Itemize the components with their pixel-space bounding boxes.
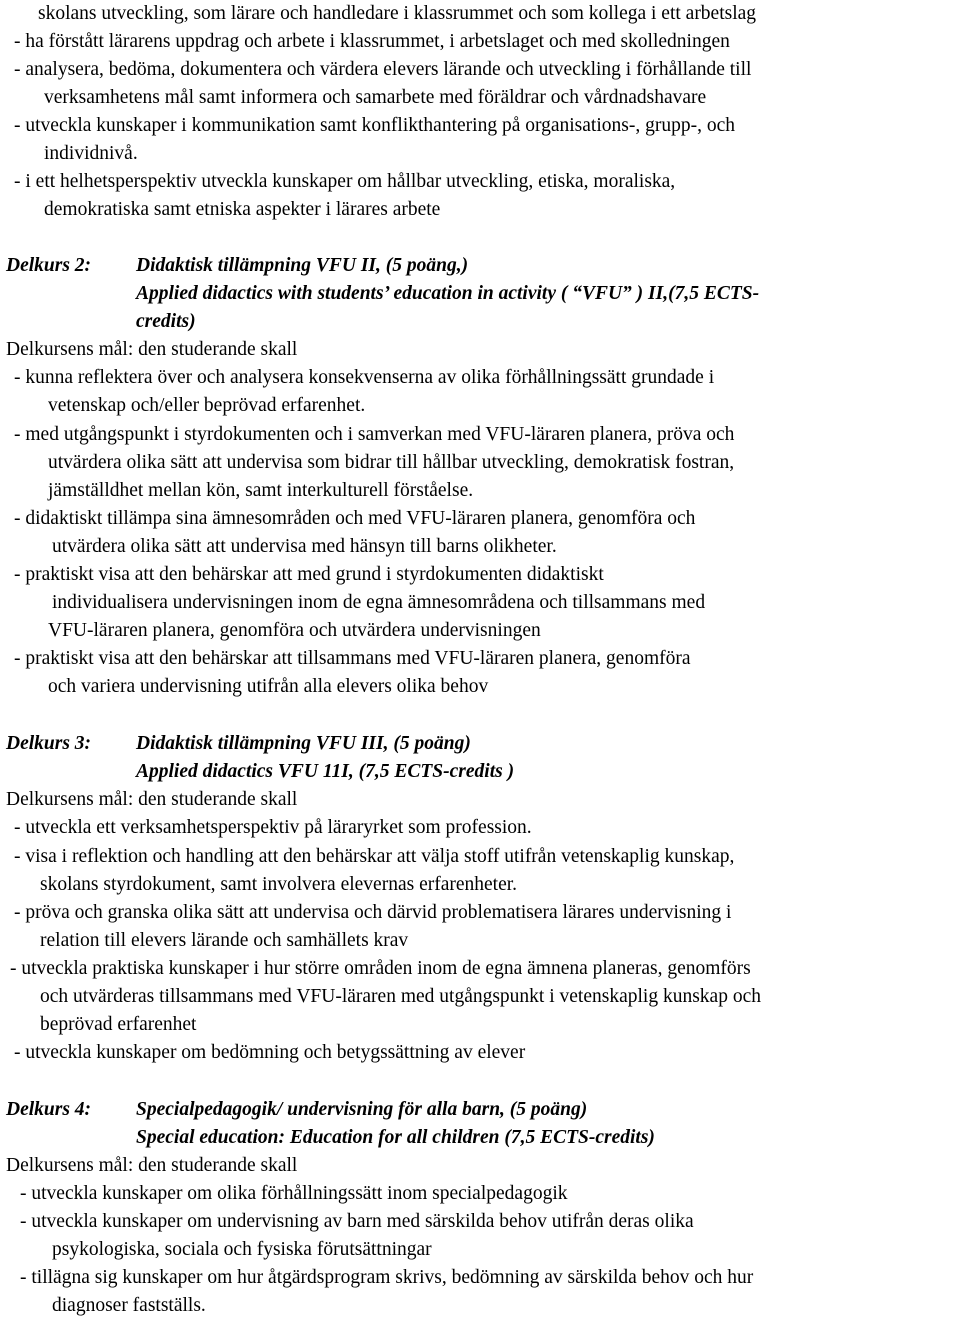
delkurs-3-line: skolans styrdokument, samt involvera elevernas erfarenheter. bbox=[40, 874, 518, 895]
delkurs-3-line: beprövad erfarenhet bbox=[40, 1014, 197, 1035]
delkurs-4-line: - utveckla kunskaper om olika förhållningssätt inom specialpedagogik bbox=[20, 1183, 568, 1204]
intro-line: - i ett helhetsperspektiv utveckla kunskaper om hållbar utveckling, etiska, moraliska, bbox=[14, 171, 676, 192]
delkurs-3-goal: Delkursens mål: den studerande skall bbox=[6, 789, 298, 810]
delkurs-2-line: individualisera undervisningen inom de egna ämnesområdena och tillsammans med bbox=[52, 592, 706, 613]
intro-line: - analysera, bedöma, dokumentera och värdera elevers lärande och utveckling i förhållande till bbox=[14, 59, 752, 80]
delkurs-4-line: - tillägna sig kunskaper om hur åtgärdsprogram skrivs, bedömning av särskilda behov och hur bbox=[20, 1267, 754, 1288]
intro-line: individnivå. bbox=[44, 143, 138, 164]
delkurs-2-line: och variera undervisning utifrån alla elevers olika behov bbox=[48, 676, 489, 697]
delkurs-3-line: - visa i reflektion och handling att den behärskar att välja stoff utifrån vetenskaplig kunskap, bbox=[14, 846, 735, 867]
intro-line: - utveckla kunskaper i kommunikation samt konflikthantering på organisations-, grupp-, och bbox=[14, 115, 735, 136]
delkurs-2-title-en-cont: credits) bbox=[136, 311, 196, 332]
delkurs-2-line: utvärdera olika sätt att undervisa som bidrar till hållbar utveckling, demokratisk fostran, bbox=[48, 452, 735, 473]
delkurs-3-line: - pröva och granska olika sätt att undervisa och därvid problematisera lärares undervisning i bbox=[14, 902, 732, 923]
delkurs-3-title-en: Applied didactics VFU 11I, (7,5 ECTS-credits ) bbox=[136, 761, 515, 782]
delkurs-4-title-en: Special education: Education for all children (7,5 ECTS-credits) bbox=[136, 1127, 655, 1148]
delkurs-3-line: relation till elevers lärande och samhällets krav bbox=[40, 930, 409, 951]
delkurs-2-label: Delkurs 2: bbox=[6, 255, 92, 276]
delkurs-4-goal: Delkursens mål: den studerande skall bbox=[6, 1155, 298, 1176]
delkurs-2-line: utvärdera olika sätt att undervisa med hänsyn till barns olikheter. bbox=[52, 536, 557, 557]
delkurs-2-line: VFU-läraren planera, genomföra och utvärdera undervisningen bbox=[48, 620, 541, 641]
delkurs-2-line: vetenskap och/eller beprövad erfarenhet. bbox=[48, 395, 366, 416]
delkurs-2-line: - med utgångspunkt i styrdokumenten och i samverkan med VFU-läraren planera, pröva och bbox=[14, 424, 735, 445]
delkurs-4-line: psykologiska, sociala och fysiska förutsättningar bbox=[52, 1239, 432, 1260]
intro-line: verksamhetens mål samt informera och samarbete med föräldrar och vårdnadshavare bbox=[44, 87, 707, 108]
delkurs-3-line: - utveckla ett verksamhetsperspektiv på läraryrket som profession. bbox=[14, 817, 532, 838]
delkurs-4-line: - utveckla kunskaper om undervisning av barn med särskilda behov utifrån deras olika bbox=[20, 1211, 694, 1232]
delkurs-3-line: - utveckla praktiska kunskaper i hur större områden inom de egna ämnena planeras, genomförs bbox=[10, 958, 751, 979]
delkurs-4-line: diagnoser fastställs. bbox=[52, 1295, 206, 1316]
delkurs-2-line: - praktiskt visa att den behärskar att tillsammans med VFU-läraren planera, genomföra bbox=[14, 648, 691, 669]
intro-line: - ha förstått lärarens uppdrag och arbete i klassrummet, i arbetslaget och med skolledningen bbox=[14, 31, 730, 52]
delkurs-2-title: Didaktisk tillämpning VFU II, (5 poäng,) bbox=[136, 255, 469, 276]
delkurs-2-line: - didaktiskt tillämpa sina ämnesområden och med VFU-läraren planera, genomföra och bbox=[14, 508, 696, 529]
delkurs-2-line: - kunna reflektera över och analysera konsekvenserna av olika förhållningssätt grundade i bbox=[14, 367, 715, 388]
delkurs-2-goal: Delkursens mål: den studerande skall bbox=[6, 339, 298, 360]
delkurs-4-title: Specialpedagogik/ undervisning för alla barn, (5 poäng) bbox=[136, 1099, 588, 1120]
delkurs-3-title: Didaktisk tillämpning VFU III, (5 poäng) bbox=[136, 733, 471, 754]
intro-line: demokratiska samt etniska aspekter i lärares arbete bbox=[44, 199, 441, 220]
delkurs-3-label: Delkurs 3: bbox=[6, 733, 92, 754]
delkurs-2-title-en: Applied didactics with students’ education in activity ( “VFU” ) II,(7,5 ECTS- bbox=[136, 283, 760, 304]
delkurs-2-line: jämställdhet mellan kön, samt interkulturell förståelse. bbox=[48, 480, 474, 501]
delkurs-2-line: - praktiskt visa att den behärskar att med grund i styrdokumenten didaktiskt bbox=[14, 564, 604, 585]
intro-line: skolans utveckling, som lärare och handledare i klassrummet och som kollega i ett arbetslag bbox=[38, 3, 757, 24]
delkurs-3-line: - utveckla kunskaper om bedömning och betygssättning av elever bbox=[14, 1042, 526, 1063]
delkurs-4-label: Delkurs 4: bbox=[6, 1099, 92, 1120]
delkurs-3-line: och utvärderas tillsammans med VFU-läraren med utgångspunkt i vetenskaplig kunskap och bbox=[40, 986, 761, 1007]
